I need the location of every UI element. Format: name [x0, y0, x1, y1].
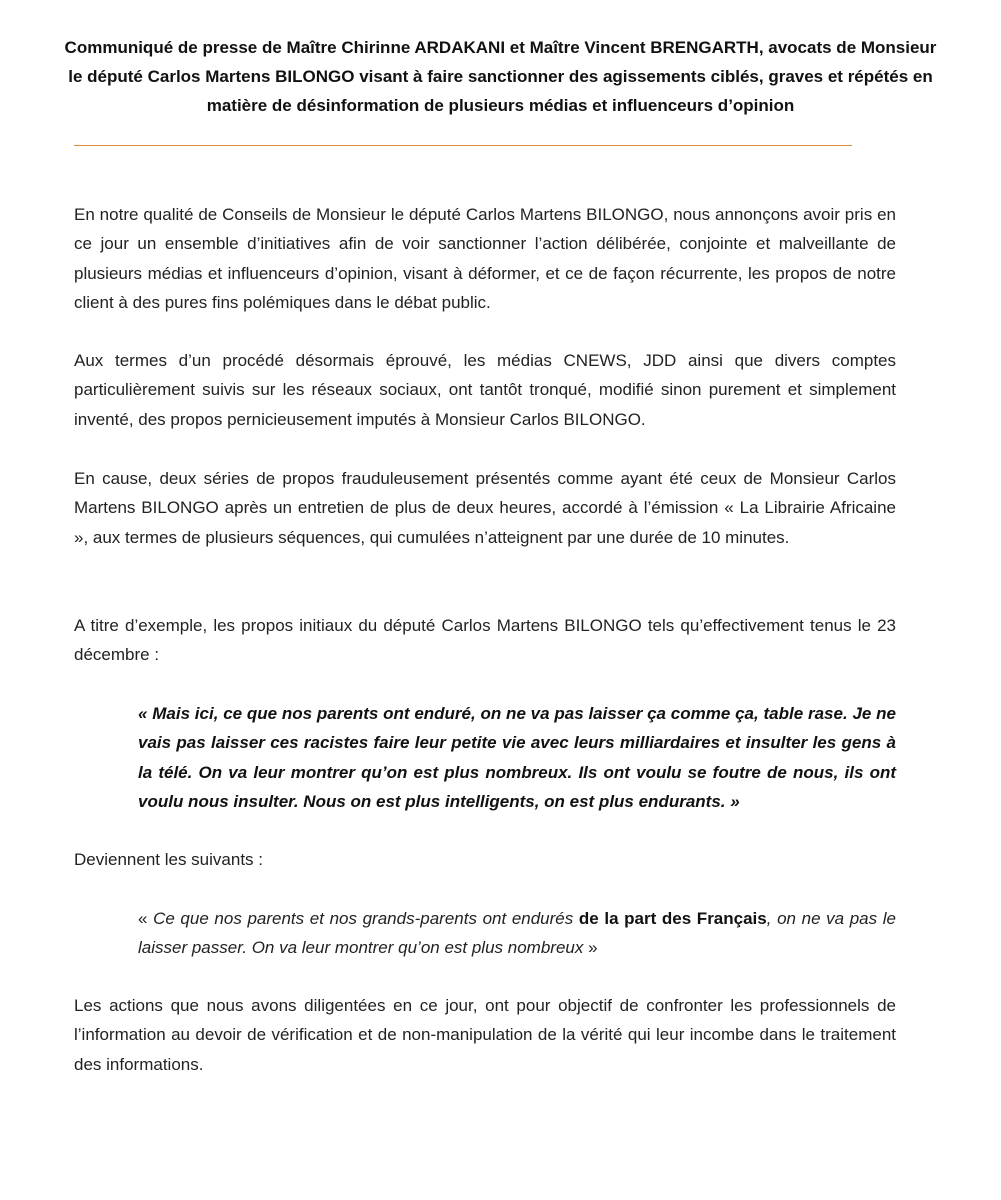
- press-release-title: Communiqué de presse de Maître Chirinne ARDAKANI et Maître Vincent BRENGARTH, avocats de Monsieur le député Carlos Martens BILONGO visant à faire sanctionner des agissements ciblés, graves et répétés en matière de désinformation de plusieurs médias et influenceurs d’opinion: [64, 38, 937, 115]
- paragraph-procedure: Aux termes d’un procédé désormais éprouvé, les médias CNEWS, JDD ainsi que divers comptes particulièrement suivis sur les réseaux sociaux, ont tantôt tronqué, modifié sinon purement et simplement inventé, des propos pernicieusement imputés à Monsieur Carlos BILONGO.: [74, 351, 896, 429]
- altered-quote-emphasis: de la part des Français: [578, 909, 767, 928]
- paragraph-intro: En notre qualité de Conseils de Monsieur le député Carlos Martens BILONGO, nous annonçons avoir pris en ce jour un ensemble d’initiatives afin de voir sanctionner l’action délibérée, conjointe et malveillante de plusieurs médias et influenceurs d’opinion, visant à déformer, et ce de façon récurrente, les propos de notre client à des pures fins polémiques dans le débat public.: [74, 205, 896, 312]
- paragraph-transition: Deviennent les suivants :: [74, 850, 263, 869]
- altered-quote: [138, 904, 896, 963]
- altered-quote-part2: , on ne va pas le laisser passer. On va leur montrer qu’on est plus nombreux: [138, 909, 896, 958]
- title-divider: [74, 145, 852, 146]
- paragraph-cause: En cause, deux séries de propos frauduleusement présentés comme ayant été ceux de Monsieur Carlos Martens BILONGO après un entretien de plus de deux heures, accordé à l’émission « La Librairie Africaine », aux termes de plusieurs séquences, qui cumulées n’atteignent par une durée de 10 minutes.: [74, 469, 896, 547]
- altered-quote-open-mark: «: [138, 909, 154, 928]
- paragraph-example: A titre d’exemple, les propos initiaux du député Carlos Martens BILONGO tels qu’effectivement tenus le 23 décembre :: [74, 616, 896, 665]
- original-quote: « Mais ici, ce que nos parents ont enduré, on ne va pas laisser ça comme ça, table rase. Je ne vais pas laisser ces racistes faire leur petite vie avec leurs milliardaires et insulter les gens à la télé. On va leur montrer qu’on est plus nombreux. Ils ont voulu se foutre de nous, ils ont voulu nous insulter. Nous on est plus intelligents, on est plus endurants. »: [138, 704, 896, 811]
- altered-quote-close-mark: »: [583, 938, 598, 958]
- paragraph-closing: Les actions que nous avons diligentées en ce jour, ont pour objectif de confronter les professionnels de l’information au devoir de vérification et de non-manipulation de la vérité qui leur incombe dans le traitement des informations.: [74, 996, 896, 1074]
- altered-quote-part1: Ce que nos parents et nos grands-parents ont endurés: [153, 909, 579, 928]
